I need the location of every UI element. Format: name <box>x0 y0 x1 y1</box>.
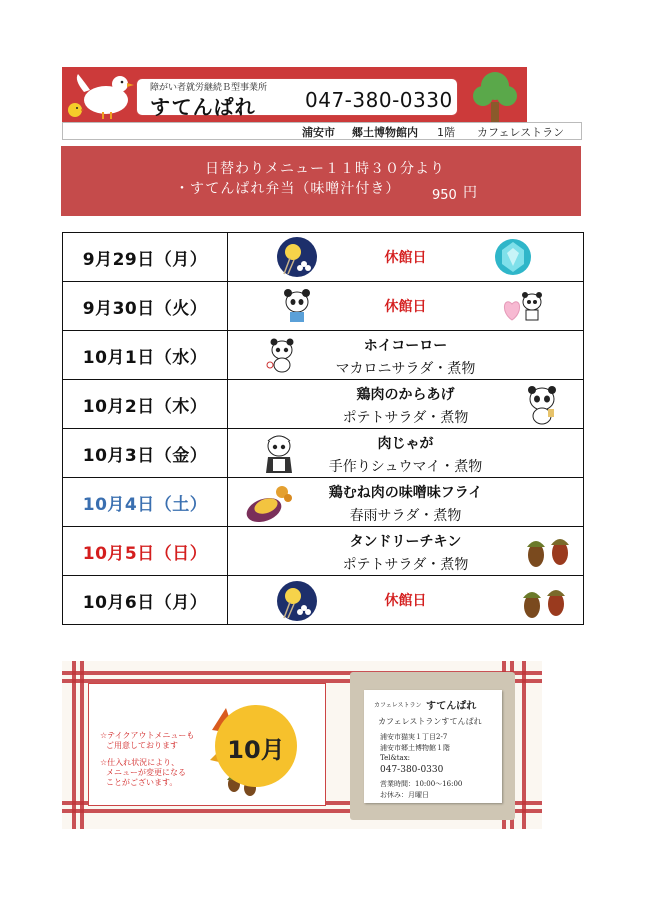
moon-dango-icon <box>276 236 318 278</box>
side-dishes: ポテトサラダ・煮物 <box>342 557 469 573</box>
tree-icon <box>470 68 520 126</box>
table-row <box>63 429 584 478</box>
schedule-menu <box>228 527 584 576</box>
table-row <box>63 282 584 331</box>
schedule-date: 9月29日（月） <box>63 233 228 282</box>
schedule-date: 10月2日（木） <box>63 380 228 429</box>
org-name: 障がい者就労継続Ｂ型事業所 <box>150 83 268 93</box>
takeout-note-line: ☆仕入れ状況により、 <box>100 758 180 767</box>
schedule-date: 10月5日（日） <box>63 527 228 576</box>
panda-icon <box>266 337 298 373</box>
main-dish: ホイコーロー <box>363 338 448 354</box>
side-dishes: 春雨サラダ・煮物 <box>349 508 462 524</box>
takeout-note-line: ご用意しております <box>106 741 178 750</box>
address-floor: 1階 <box>437 126 455 139</box>
card-label-small: カフェレストラン <box>374 702 422 709</box>
card-tel: 047-380-0330 <box>380 765 444 775</box>
daily-menu-item: ・すてんぱれ弁当（味噌汁付き） <box>175 181 401 197</box>
card-address-line: 浦安市猫実１丁目2-7 <box>380 733 448 741</box>
menu-schedule-table <box>62 232 584 625</box>
card-hours: 営業時間：10:00〜16:00 <box>380 780 463 788</box>
acorn-icon <box>522 529 574 573</box>
schedule-date: 10月3日（金） <box>63 429 228 478</box>
acorn-icon <box>518 578 570 624</box>
schedule-date: 10月4日（土） <box>63 478 228 527</box>
daily-menu-title: 日替わりメニュー１１時３０分より <box>205 161 445 177</box>
schedule-menu <box>228 380 584 429</box>
card-tel-label: Tel&tax: <box>380 754 411 762</box>
main-dish: 肉じゃが <box>377 436 434 452</box>
schedule-menu <box>228 282 584 331</box>
takeout-note-line: ことがございます。 <box>106 778 178 787</box>
panda-icon <box>524 385 560 425</box>
main-dish: 鶏肉のからあげ <box>356 387 455 403</box>
table-row <box>63 331 584 380</box>
panda-icon <box>280 288 314 324</box>
schedule-date: 9月30日（火） <box>63 282 228 331</box>
table-row <box>63 233 584 282</box>
table-row <box>63 576 584 625</box>
schedule-menu <box>228 576 584 625</box>
daily-menu-currency: 円 <box>463 185 477 201</box>
heart-panda-icon <box>502 290 546 324</box>
main-dish: タンドリーチキン <box>349 534 462 550</box>
table-row <box>63 478 584 527</box>
main-dish: 鶏むね肉の味噌味フライ <box>328 485 483 501</box>
month-badge-label: 10月 <box>227 736 285 764</box>
schedule-menu <box>228 233 584 282</box>
address-city: 浦安市 <box>302 126 335 139</box>
table-row <box>63 380 584 429</box>
shop-info-card <box>364 690 502 803</box>
phone-number: 047-380-0330 <box>305 88 453 112</box>
card-label-big: すてんぱれ <box>426 701 477 712</box>
side-dishes: マカロニサラダ・煮物 <box>335 361 476 377</box>
table-row <box>63 527 584 576</box>
gem-icon <box>494 238 532 276</box>
schedule-menu <box>228 478 584 527</box>
daily-menu-price: 950 <box>432 188 457 203</box>
schedule-menu <box>228 331 584 380</box>
side-dishes: ポテトサラダ・煮物 <box>342 410 469 426</box>
takeout-note-line: メニューが変更になる <box>106 768 186 777</box>
address-venue: カフェレストラン <box>477 126 565 139</box>
schedule-menu <box>228 429 584 478</box>
moon-dango-icon <box>276 580 318 622</box>
card-holiday: お休み：月曜日 <box>380 791 429 799</box>
closed-label: 休館日 <box>384 593 427 609</box>
sweet-potato-icon <box>242 482 296 526</box>
card-address-line: 浦安市郷土博物館１階 <box>380 744 450 752</box>
side-dishes: 手作りシュウマイ・煮物 <box>328 459 483 475</box>
shop-name: すてんぱれ <box>150 95 256 119</box>
chick-icon <box>66 100 84 118</box>
panda-icon <box>262 433 296 475</box>
closed-label: 休館日 <box>384 299 427 315</box>
schedule-date: 10月1日（水） <box>63 331 228 380</box>
address-place: 郷土博物館内 <box>352 126 418 139</box>
schedule-date: 10月6日（月） <box>63 576 228 625</box>
takeout-note-line: ☆テイクアウトメニューも <box>100 731 195 740</box>
card-subtitle: カフェレストランすてんぱれ <box>378 717 482 726</box>
closed-label: 休館日 <box>384 250 427 266</box>
